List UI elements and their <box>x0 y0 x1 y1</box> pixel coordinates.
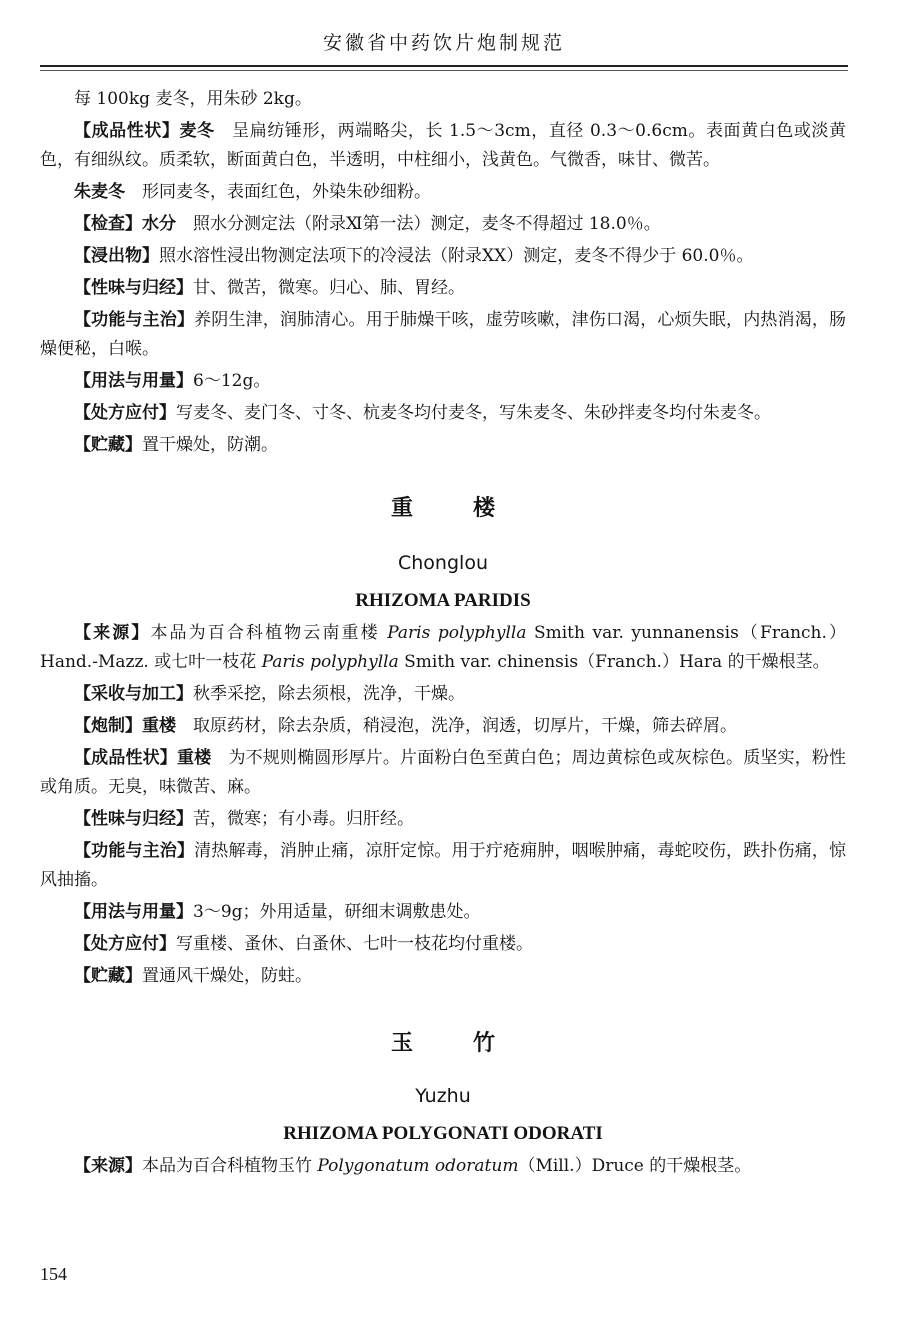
chonglou-storage: 【贮藏】置通风干燥处，防蛀。 <box>74 966 312 986</box>
header-rule-thick <box>40 65 848 67</box>
maidong-usage: 【用法与用量】6～12g。 <box>74 371 271 391</box>
maidong-function: 【功能与主治】养阴生津，润肺清心。用于肺燥干咳，虚劳咳嗽，津伤口渴，心烦失眠，内热消渴，肠燥便秘，白喉。 <box>40 310 847 359</box>
latin-species-name: Paris polyphylla <box>387 623 527 643</box>
section-label: 【贮藏】 <box>74 966 142 986</box>
section-label: 【功能与主治】 <box>74 310 195 330</box>
section-label: 【用法与用量】 <box>74 371 193 391</box>
monograph-latin-yuzhu: RHIZOMA POLYGONATI ODORATI <box>283 1123 603 1144</box>
maidong-inspection: 【检查】水分 照水分测定法（附录Ⅺ第一法）测定，麦冬不得超过 18.0％。 <box>74 214 661 234</box>
monograph-title-chonglou: 重楼 <box>390 496 555 521</box>
section-label: 【功能与主治】 <box>74 841 195 861</box>
maidong-prescription: 【处方应付】写麦冬、麦门冬、寸冬、杭麦冬均付麦冬，写朱麦冬、朱砂拌麦冬均付朱麦冬。 <box>74 403 771 423</box>
monograph-title-yuzhu: 玉竹 <box>390 1031 555 1056</box>
section-label: 【成品性状】麦冬 <box>74 121 215 141</box>
chonglou-source: 【来源】本品为百合科植物云南重楼 Paris polyphylla Smith var. yunnanensis（Franch.）Hand.-Mazz. 或七叶一枝花 Paris polyphylla Smith var. chinensis（Franch.）Hara 的干燥根茎。 <box>40 623 847 672</box>
section-label: 【浸出物】 <box>74 246 159 266</box>
section-label: 【检查】水分 <box>74 214 176 234</box>
section-label: 【处方应付】 <box>74 934 176 954</box>
dosage-ratio-paragraph: 每 100kg 麦冬，用朱砂 2kg。 <box>74 89 312 109</box>
monograph-pinyin-chonglou: Chonglou <box>398 552 488 574</box>
section-label: 朱麦冬 <box>74 182 125 202</box>
chonglou-function: 【功能与主治】清热解毒，消肿止痛，凉肝定惊。用于疔疮痈肿，咽喉肿痛，毒蛇咬伤，跌扑伤痛，惊风抽搐。 <box>40 841 847 890</box>
section-label: 【性味与归经】 <box>74 278 193 298</box>
maidong-nature-meridian: 【性味与归经】甘、微苦，微寒。归心、肺、胃经。 <box>74 278 465 298</box>
chonglou-product-appearance: 【成品性状】重楼 为不规则椭圆形厚片。片面粉白色至黄白色；周边黄棕色或灰棕色。质坚实，粉性或角质。无臭，味微苦、麻。 <box>40 748 847 797</box>
zhumaidong-appearance: 朱麦冬 形同麦冬，表面红色，外染朱砂细粉。 <box>74 182 431 202</box>
maidong-storage: 【贮藏】置干燥处，防潮。 <box>74 435 278 455</box>
section-label: 【炮制】重楼 <box>74 716 176 736</box>
section-label: 【性味与归经】 <box>74 809 193 829</box>
section-label: 【采收与加工】 <box>74 684 193 704</box>
page-number: 154 <box>40 1264 67 1284</box>
chonglou-processing: 【炮制】重楼 取原药材，除去杂质，稍浸泡，洗净，润透，切厚片，干燥，筛去碎屑。 <box>74 716 737 736</box>
running-header: 安徽省中药饮片炮制规范 <box>322 32 565 54</box>
chonglou-nature-meridian: 【性味与归经】苦，微寒；有小毒。归肝经。 <box>74 809 414 829</box>
chonglou-prescription: 【处方应付】写重楼、蚤休、白蚤休、七叶一枝花均付重楼。 <box>74 934 533 954</box>
section-label: 【来源】 <box>74 1156 142 1176</box>
page-body <box>40 85 846 1181</box>
header-rule-thin <box>40 70 848 71</box>
section-label: 【贮藏】 <box>74 435 142 455</box>
maidong-product-appearance: 【成品性状】麦冬 呈扁纺锤形，两端略尖，长 1.5～3cm，直径 0.3～0.6cm。表面黄白色或淡黄色，有细纵纹。质柔软，断面黄白色，半透明，中柱细小，浅黄色。气微香，味甘、微苦。 <box>40 121 847 170</box>
chonglou-usage: 【用法与用量】3～9g；外用适量，研细末调敷患处。 <box>74 902 481 922</box>
latin-species-name: Paris polyphylla <box>261 652 399 672</box>
monograph-latin-chonglou: RHIZOMA PARIDIS <box>355 590 531 611</box>
maidong-extract: 【浸出物】照水溶性浸出物测定法项下的冷浸法（附录ⅩⅩ）测定，麦冬不得少于 60.0％。 <box>74 246 754 266</box>
latin-species-name: Polygonatum odoratum <box>317 1156 519 1176</box>
section-label: 【成品性状】重楼 <box>74 748 212 768</box>
monograph-pinyin-yuzhu: Yuzhu <box>415 1085 471 1107</box>
section-label: 【用法与用量】 <box>74 902 193 922</box>
section-label: 【处方应付】 <box>74 403 176 423</box>
yuzhu-source: 【来源】本品为百合科植物玉竹 Polygonatum odoratum（Mill.）Druce 的干燥根茎。 <box>74 1156 752 1176</box>
section-label: 【来源】 <box>74 623 151 643</box>
chonglou-harvest: 【采收与加工】秋季采挖，除去须根，洗净，干燥。 <box>74 684 465 704</box>
